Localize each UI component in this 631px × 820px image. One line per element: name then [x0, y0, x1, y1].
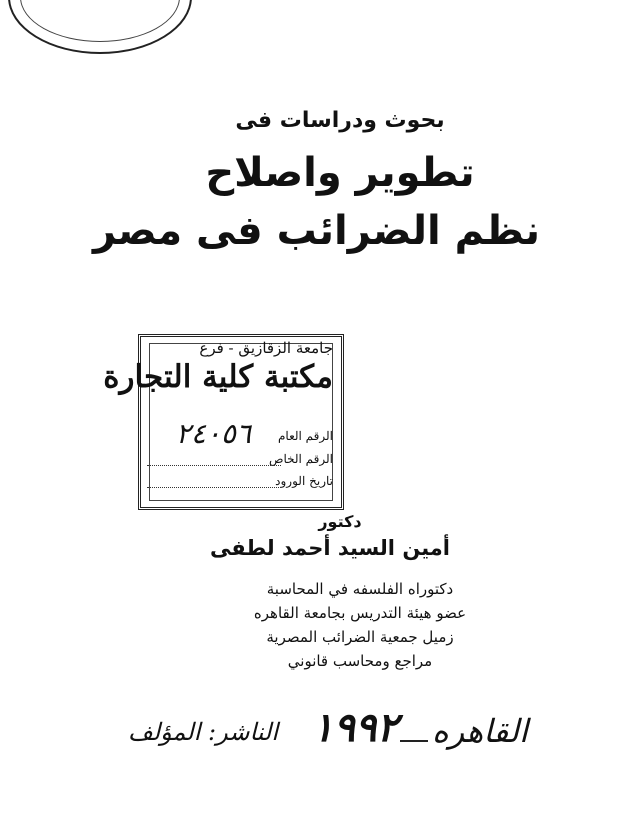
library-seal-partial: [8, 0, 192, 54]
imprint-place: القاهره: [432, 712, 528, 750]
title-line-2: نظم الضرائب فى مصر: [93, 208, 540, 254]
title-line-1: تطوير واصلاح: [205, 150, 475, 196]
stamp-library-name: مكتبة كلية التجارة: [103, 359, 333, 395]
library-stamp: [103, 334, 344, 510]
author-prefix: دكتور: [318, 512, 362, 531]
stamp-general-number-label: الرقم العام: [277, 429, 333, 443]
author-credential: عضو هيئة التدريس بجامعة القاهره: [253, 604, 467, 622]
stamp-university: جامعة الزقازيق - فرع: [199, 339, 333, 357]
imprint-year: ١٩٩٢: [312, 704, 398, 751]
subtitle: بحوث ودراسات فى: [235, 108, 445, 133]
stamp-general-number-value: ٢٤٠٥٦: [175, 417, 251, 450]
stamp-rule: [147, 465, 281, 466]
stamp-rule: [147, 487, 281, 488]
stamp-date-label: تاريخ الورود: [275, 474, 333, 488]
author-name: أمين السيد أحمد لطفى: [209, 536, 450, 560]
author-credential: زميل جمعية الضرائب المصرية: [266, 628, 454, 646]
author-credential: مراجع ومحاسب قانوني: [287, 652, 433, 670]
imprint-publisher: الناشر: المؤلف: [127, 718, 278, 746]
author-credential: دكتوراه الفلسفه في المحاسبة: [266, 580, 454, 598]
stamp-special-number-label: الرقم الخاص: [268, 452, 333, 466]
imprint-dash: [400, 740, 428, 742]
